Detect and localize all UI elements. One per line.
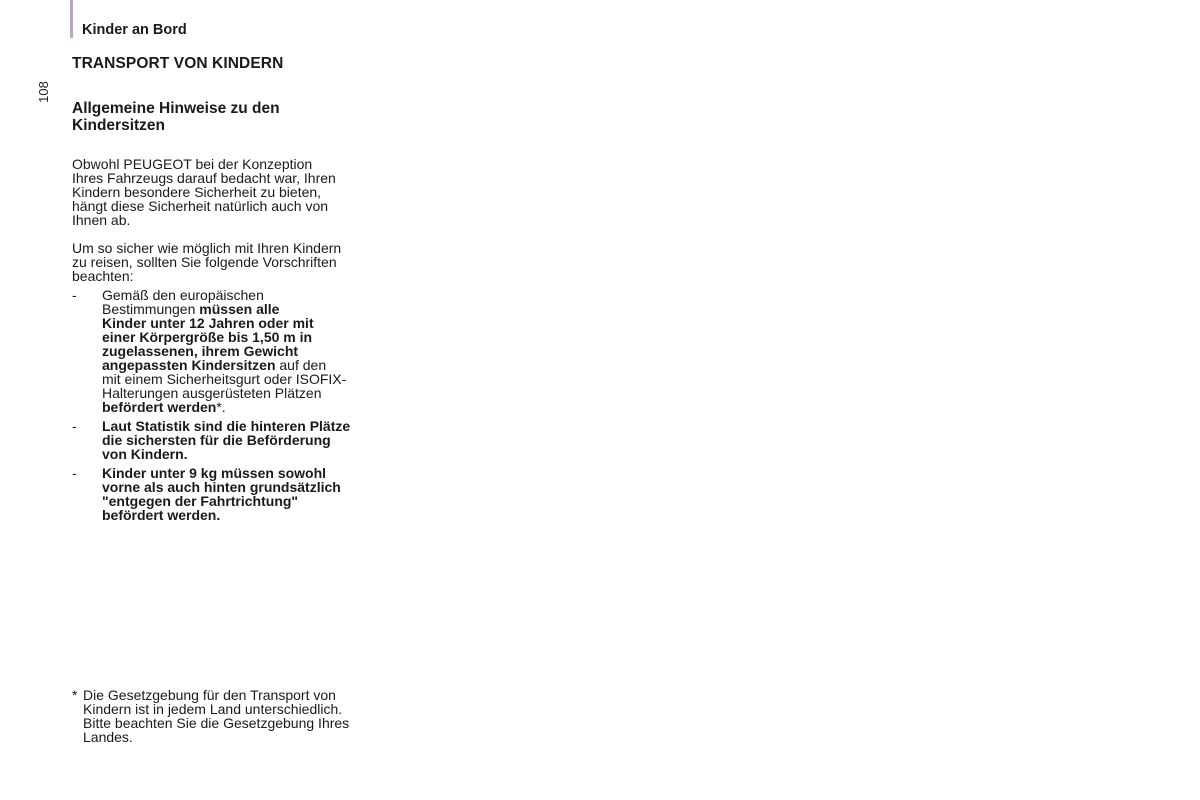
subsection-title (72, 100, 412, 134)
section-accent-bar (70, 0, 73, 38)
subsection-title-line-1: Allgemeine Hinweise zu den (72, 100, 280, 117)
list-item-text: Halterungen ausgerüsteten Plätzen (102, 385, 322, 401)
list-dash: - (72, 418, 77, 434)
rules-intro-line: zu reisen, sollten Sie folgende Vorschriften (72, 254, 337, 270)
rules-intro-line: Um so sicher wie möglich mit Ihren Kindern (72, 240, 342, 256)
footnote-text (72, 688, 417, 744)
main-content (72, 54, 412, 527)
list-item-text: Gemäß den europäischen (102, 287, 264, 303)
footnote-line: Kindern ist in jedem Land unterschiedlich. (83, 701, 343, 717)
list-dash: - (72, 287, 77, 303)
intro-paragraph (72, 157, 412, 227)
page-title: TRANSPORT VON KINDERN (72, 55, 284, 72)
page-number: 108 (36, 81, 51, 103)
intro-line: Kindern besondere Sicherheit zu bieten, (72, 184, 322, 200)
list-item-text: Bestimmungen (102, 301, 200, 317)
list-dash: - (72, 465, 77, 481)
list-item-emphasis: einer Körpergröße bis 1,50 m in (102, 329, 313, 345)
list-item-emphasis: von Kindern. (102, 446, 188, 462)
list-item-emphasis: befördert werden. (102, 507, 221, 523)
section-header: Kinder an Bord (82, 22, 187, 38)
rules-intro-paragraph (72, 241, 412, 283)
subsection-title-line-2: Kindersitzen (72, 117, 166, 134)
rules-list (72, 288, 412, 522)
list-item (72, 288, 412, 414)
list-item (72, 419, 412, 461)
list-item-text: mit einem Sicherheitsgurt oder ISOFIX- (102, 371, 347, 387)
list-item-emphasis: Kinder unter 9 kg müssen sowohl (102, 465, 327, 481)
footnote-line: Bitte beachten Sie die Gesetzgebung Ihres (83, 715, 350, 731)
list-item-text: *. (216, 399, 226, 415)
intro-line: hängt diese Sicherheit natürlich auch von (72, 198, 329, 214)
intro-line: Ihnen ab. (72, 212, 131, 228)
list-item-emphasis: vorne als auch hinten grundsätzlich (102, 479, 341, 495)
list-item-emphasis: Kinder unter 12 Jahren oder mit (102, 315, 314, 331)
list-item-text: auf den (275, 357, 327, 373)
list-item-emphasis: müssen alle (199, 301, 280, 317)
list-item-emphasis: befördert werden (102, 399, 217, 415)
footnote-marker: * (72, 687, 78, 703)
list-item-emphasis: die sichersten für die Beförderung (102, 432, 331, 448)
list-item (72, 466, 412, 522)
footnote-line: Landes. (83, 729, 133, 745)
intro-line: Ihres Fahrzeugs darauf bedacht war, Ihren (72, 170, 336, 186)
footnote (72, 688, 417, 744)
list-item-emphasis: zugelassenen, ihrem Gewicht (102, 343, 299, 359)
rules-intro-line: beachten: (72, 268, 134, 284)
intro-line: Obwohl PEUGEOT bei der Konzeption (72, 156, 313, 172)
footnote-line: Die Gesetzgebung für den Transport von (83, 687, 336, 703)
list-item-emphasis: angepassten Kindersitzen (102, 357, 276, 373)
list-item-emphasis: Laut Statistik sind die hinteren Plätze (102, 418, 351, 434)
list-item-emphasis: "entgegen der Fahrtrichtung" (102, 493, 299, 509)
